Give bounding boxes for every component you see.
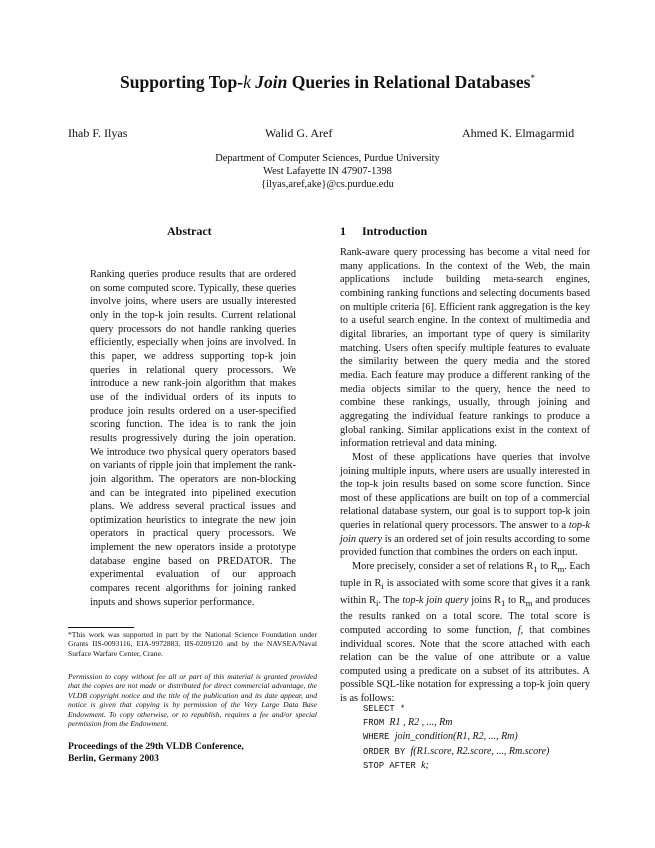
footnote-funding [68,630,317,658]
affiliation [0,152,655,191]
footnote-funding-text: *This work was supported in part by the National Science Foundation under Grants IIS-0093116, EIA-9972883, IIS-0209120 and by the NAVSEA/Naval Surface Warfare Center, Crane. [68,630,317,658]
paper-title [0,72,655,93]
intro-paragraph-1: Rank-aware query processing has become a vital need for many applications. In the context of the Web, the main applications include building meta-search engines, combining ranking functions and selecting documents based on multiple criteria [6]. Efficient rank aggregation is the key to a useful search engine. In the context of multimedia and digital libraries, an important type of query is similarity matching. Users often specify multiple features to evaluate the similarity between the query media and the stored media. Each feature may produce a different ranking of the media objects similar to the query, hence the need to combine these rankings, usually, through joining and aggregating the individual feature rankings to produce a global ranking. Similar applications exist in the context of information retrieval and data mining. [340,247,590,450]
footnote-permission-text: Permission to copy without fee all or part of this material is granted provided that the copies are not made or distributed for direct commercial advantage, the VLDB copyright notice and the title of the publication and its date appear, and notice is given that copying is by permission of the Very Large Data Base Endowment. To copy otherwise, or to republish, requires a fee and/or special permission from the Endowment. [68,672,317,729]
proceedings-line1: Proceedings of the 29th VLDB Conference, [68,741,244,752]
intro-number: 1 [340,224,346,238]
proceedings [68,741,317,765]
title-part2: Queries in Relational Databases [287,72,531,92]
sql-line-from: FROM R1 , R2 , ..., Rm [363,717,453,729]
intro-heading [340,224,427,239]
title-join: Join [255,72,288,92]
intro-paragraph-3: More precisely, consider a set of relations $R_1$ to $R_m$. Each tuple in $R_i$ is associated with some score that gives it a rank within $R_i$. The top-k join query joins $R_1$ to $R_m$ and produces the results ranked on a total score. The total score is computed according to some function, f, that combines individual scores. Note that the score attached with each relation can be the value of one attribute or a value computed using a predicate on a subset of its attributes. A possible SQL-like notation for expressing a top-k join query is as follows: [340,561,591,705]
sql-example [363,703,549,773]
intro-title: Introduction [362,224,428,238]
affiliation-email: {ilyas,aref,ake}@cs.purdue.edu [261,179,394,190]
affiliation-dept: Department of Computer Sciences, Purdue University [215,153,440,164]
author-3: Ahmed K. Elmagarmid [462,126,575,140]
sql-line-select: SELECT * [363,704,406,714]
footnote-rule [68,627,134,628]
proceedings-line2: Berlin, Germany 2003 [68,753,159,764]
footnote-permission [68,672,317,728]
title-part1: Supporting Top- [120,72,244,92]
affiliation-city: West Lafayette IN 47907-1398 [263,166,392,177]
author-1: Ihab F. Ilyas [68,126,128,140]
abstract-heading: Abstract [167,224,212,238]
title-k: k [243,72,251,92]
intro-body [340,246,590,706]
intro-paragraph-2: Most of these applications have queries that involve joining multiple inputs, where users are usually interested in the top-k join results based on some score function. Since most of these applications are built on top of a commercial relational database system, our goal is to support top-k join queries in relational query processors. The answer to a top-k join query is an ordered set of join results according to some provided function that combines the orders on each input. [340,451,590,559]
abstract-body [90,268,296,609]
author-2: Walid G. Aref [265,126,333,140]
title-footnote-mark: * [530,73,535,84]
abstract-text: Ranking queries produce results that are ordered on some computed score. Typically, these queries involve joins, where users are usually interested only in the top-k join results. Current relational query processors do not handle ranking queries efficiently, especially when joins are involved. In this paper, we address supporting top-k join queries in relational query processors. We introduce a new rank-join algorithm that makes use of the individual orders of its inputs to produce join results ordered on a user-specified scoring function. The idea is to rank the join results progressively during the join operation. We introduce two physical query operators based on variants of ripple join that implement the rank-join algorithm. The operators are non-blocking and can be integrated into pipelined execution plans. We address several practical issues and optimization heuristics to integrate the new join operators in practical query processors. We implement the new operators inside a prototype database engine based on PREDATOR. The experimental evaluation of our approach compares recent algorithms for joining ranked inputs and shows superior performance. [90,269,296,608]
sql-line-orderby: ORDER BY f(R1.score, R2.score, ..., Rm.score) [363,745,550,757]
sql-line-stop: STOP AFTER k; [363,759,429,771]
sql-line-where: WHERE join_condition(R1, R2, ..., Rm) [363,731,518,743]
